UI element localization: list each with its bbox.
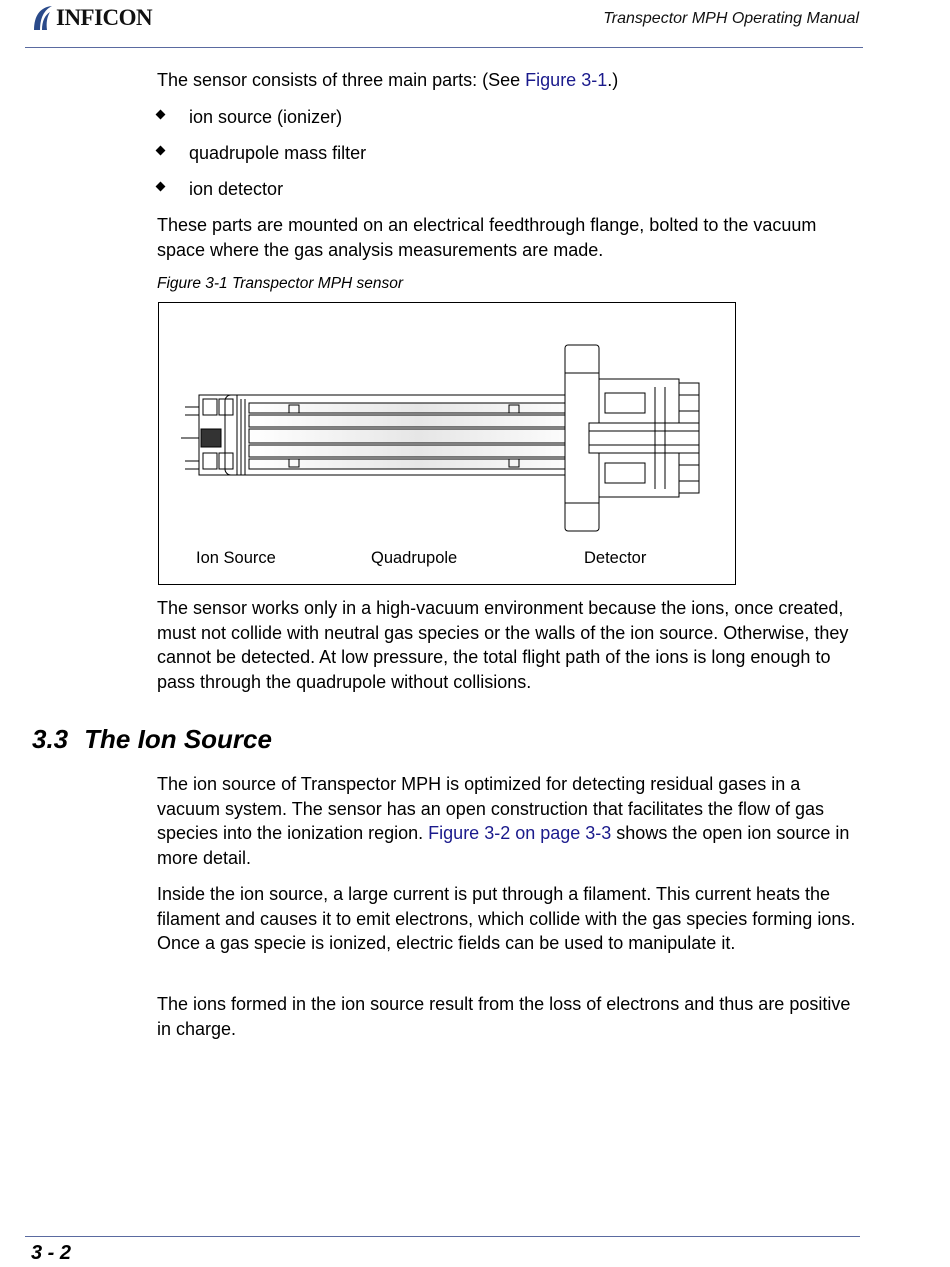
vacuum-text: The sensor works only in a high-vacuum environment because the ions, once created, must not collide with neutral gas species or the walls of the ion source. Otherwise, they cannot be detected. At low pressure, the total flight path of the ions is long enough to pass through the quadrupole without collisions. — [157, 598, 849, 693]
footer-divider — [25, 1236, 860, 1237]
vacuum-paragraph — [157, 596, 857, 695]
figure-3-2-link[interactable]: Figure 3-2 on page 3-3 — [428, 823, 612, 844]
diamond-bullet-icon — [156, 182, 166, 192]
quadrupole-label: Quadrupole — [371, 549, 458, 567]
ion-source-paragraph-1 — [157, 772, 857, 871]
sensor-drawing — [159, 303, 735, 543]
list-item — [157, 104, 366, 140]
list-item-label: quadrupole mass filter — [189, 143, 367, 163]
logo-text: INFICON — [56, 5, 153, 30]
intro-paragraph — [157, 68, 857, 93]
section-heading — [32, 724, 272, 755]
paragraph-text: The ion source of Transpector MPH is optimized for detecting residual gases in a vacuum system. The sensor has an open construction that facilitates the flow of gas species into the ionization region. — [157, 774, 825, 844]
diamond-bullet-icon — [156, 146, 166, 156]
section-title: The Ion Source — [84, 724, 272, 754]
ion-source-paragraph-3 — [157, 992, 857, 1041]
inficon-logo — [30, 4, 152, 32]
list-item-label: ion detector — [189, 179, 284, 199]
parts-list — [157, 104, 366, 212]
diamond-bullet-icon — [156, 110, 166, 120]
list-item — [157, 176, 366, 212]
figure-3-1-link[interactable]: Figure 3-1 — [525, 70, 608, 90]
manual-title: Transpector MPH Operating Manual — [603, 10, 859, 27]
paragraph-text: Inside the ion source, a large current is put through a filament. This current heats the filament and causes it to emit electrons, which collide with the gas species forming ions. Once a gas specie is ionized, electric fields can be used to manipulate it. — [157, 884, 856, 954]
mount-paragraph — [157, 213, 857, 262]
intro-text: The sensor consists of three main parts: (See — [157, 70, 526, 90]
sensor-figure — [158, 302, 736, 585]
detector-label: Detector — [584, 549, 647, 567]
ion-source-label: Ion Source — [196, 549, 276, 567]
section-number: 3.3 — [32, 724, 69, 754]
inficon-logo-icon — [30, 4, 54, 32]
intro-text-end: .) — [607, 70, 619, 90]
list-item — [157, 140, 366, 176]
paragraph-text: The ions formed in the ion source result from the loss of electrons and thus are positive in charge. — [157, 994, 851, 1039]
page-number: 3 - 2 — [31, 1242, 72, 1264]
mount-text: These parts are mounted on an electrical feedthrough flange, bolted to the vacuum space where the gas analysis measurements are made. — [157, 215, 817, 260]
header-divider — [25, 47, 863, 48]
paragraph-text-end: shows the open ion source in more detail. — [157, 823, 850, 869]
ion-source-paragraph-2 — [157, 882, 857, 956]
list-item-label: ion source (ionizer) — [189, 107, 343, 127]
figure-caption: Figure 3-1 Transpector MPH sensor — [157, 275, 404, 292]
